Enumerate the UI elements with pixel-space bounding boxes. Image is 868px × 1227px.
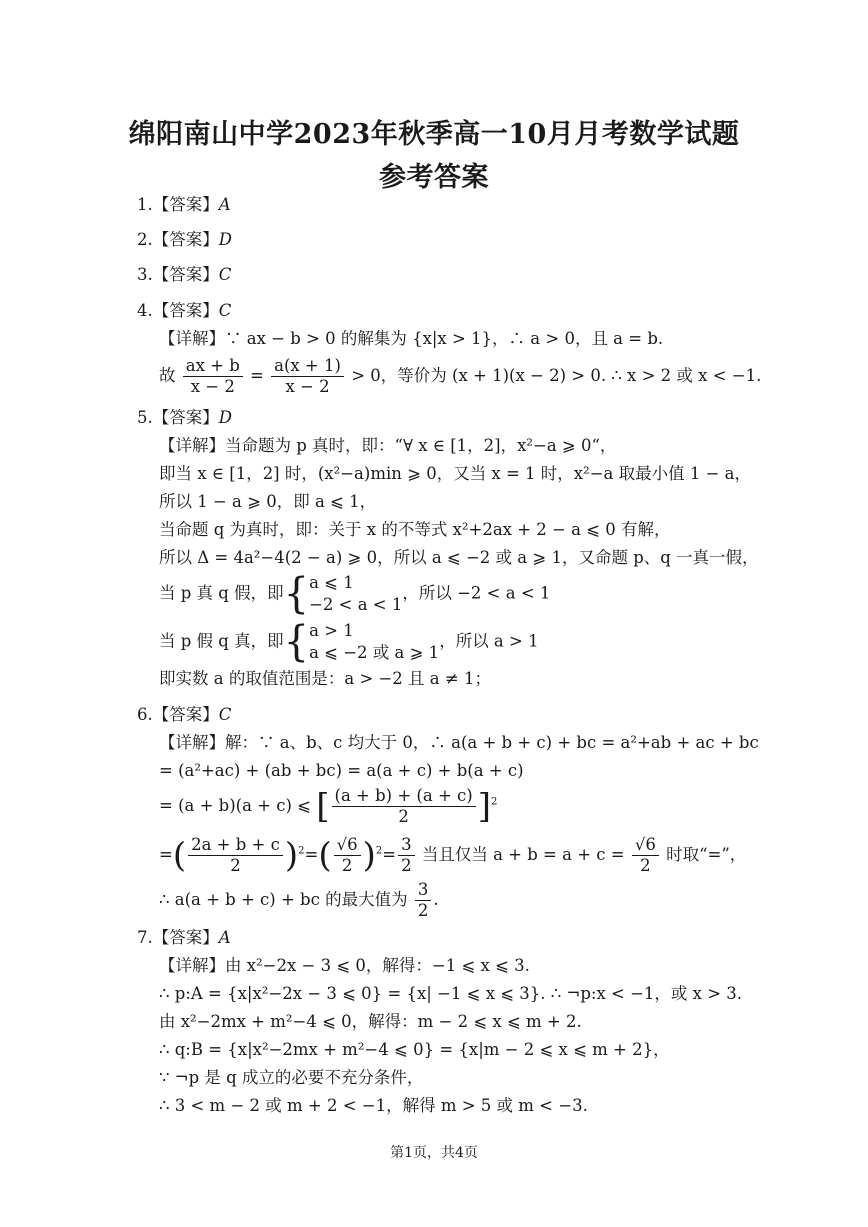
numerator: √6 [632, 835, 659, 856]
denominator: 2 [230, 856, 241, 875]
explain-label: 【详解】 [159, 329, 225, 348]
q6-explain-line-4: =( $\frac{2a + b + c}{2}$ )$^2$=( $\frac{√6}{2}$ )$^2$= $\frac{3}{2}$ 当且仅当 a + b = a + c = $\frac{√6}{2}$ 时取“=”， [159, 835, 747, 876]
answer-label: 1.【答案】 [137, 195, 219, 214]
answer-2 [137, 229, 232, 251]
explain-text: 时取“=”， [666, 845, 747, 864]
answer-label: 6.【答案】 [137, 705, 219, 724]
denominator: x − 2 [285, 377, 330, 396]
explain-text: > 0，等价为 (x + 1)(x − 2) > 0. ∴ x > 2 或 x < −1. [351, 366, 762, 385]
q5-explain-line-8: 即实数 a 的取值范围是：a > −2 且 a ≠ 1； [159, 669, 491, 688]
numerator: a(x + 1) [271, 356, 344, 377]
denominator: 2 [417, 901, 429, 920]
explain-text: 当 p 假 q 真，即 [159, 631, 284, 651]
answer-label: 5.【答案】 [137, 408, 219, 427]
bracket-symbol: ] [477, 786, 491, 827]
denominator: 2 [398, 807, 409, 826]
fraction [188, 835, 283, 876]
numerator: 3 [415, 880, 432, 901]
explain-label: 【详解】 [159, 436, 225, 455]
case-line: a ⩽ 1 [309, 573, 354, 592]
q5-explain-line-1 [159, 435, 616, 457]
q5-explain-line-4: 当命题 q 为真时，即：关于 x 的不等式 x²+2ax + 2 − a ⩽ 0 有解， [159, 520, 671, 539]
paren-symbol: ( [172, 835, 187, 876]
q5-explain-line-2: 即当 x ∈ [1，2] 时，(x²−a)min ⩾ 0，又当 x = 1 时，x²−a 取最小值 1 − a， [159, 464, 752, 483]
bracket-symbol: [ [316, 786, 330, 827]
explain-text: 故 [159, 366, 176, 385]
q6-explain-line-2: = (a²+ac) + (ab + bc) = a(a + c) + b(a + c) [159, 761, 524, 780]
answer-label: 2.【答案】 [137, 230, 219, 249]
q6-explain-line-1 [159, 732, 759, 754]
q7-explain-line-3: 由 x²−2mx + m²−4 ⩽ 0，解得：m − 2 ⩽ x ⩽ m + 2. [159, 1012, 582, 1031]
case-line: a > 1 [309, 621, 354, 640]
q7-explain-line-4: ∴ q:B = {x|x²−2mx + m²−4 ⩽ 0} = {x|m − 2 ⩽ x ⩽ m + 2}， [159, 1040, 670, 1059]
q5-explain-line-3: 所以 1 − a ⩾ 0，即 a ⩽ 1， [159, 492, 377, 511]
answer-3 [137, 264, 231, 286]
q4-explain-line-2: 故 $\frac{ax + b}{x - 2}$ = $\frac{a(x + 1)}{x - 2}$ > 0，等价为 (x + 1)(x − 2) > 0. ∴ x > 2 或 x < −1. [159, 356, 762, 396]
fraction [271, 356, 344, 397]
q7-explain-line-1 [159, 955, 530, 977]
answer-value: C [218, 301, 232, 320]
numerator: 2a + b + c [188, 835, 283, 856]
cases [309, 620, 439, 664]
denominator: 2 [401, 856, 412, 875]
answer-value: D [218, 408, 232, 427]
answer-value: C [218, 265, 232, 284]
q6-explain-line-5: ∴ a(a + b + c) + bc 的最大值为 $\frac{3}{2}$ . [159, 880, 439, 920]
explain-text: 当命题为 p 真时，即：“∀ x ∈ [1，2]，x²−a ⩾ 0“， [225, 436, 617, 455]
fraction [398, 835, 415, 876]
fraction [334, 835, 361, 876]
fraction [183, 356, 243, 397]
numerator: ax + b [183, 356, 243, 377]
fraction [332, 786, 476, 827]
paren-symbol: ) [362, 835, 376, 876]
explain-text: ，所以 a > 1 [439, 631, 539, 651]
fraction [415, 880, 432, 921]
denominator: 2 [341, 856, 353, 875]
paren-symbol: ( [318, 835, 332, 876]
case-line: −2 < a < 1 [309, 595, 403, 614]
denominator: x − 2 [190, 377, 235, 396]
q5-explain-line-6 [159, 569, 551, 619]
explain-text: 解：∵ a、b、c 均大于 0，∴ a(a + b + c) + bc = a²+ab + ac + bc [225, 733, 759, 752]
fraction [632, 835, 659, 876]
q5-explain-line-7 [159, 617, 539, 667]
case-line: a ⩽ −2 或 a ⩾ 1 [309, 643, 440, 662]
explain-text: ∵ ax − b > 0 的解集为 {x|x > 1}，∴ a > 0，且 a = b. [225, 329, 664, 348]
denominator: 2 [640, 856, 651, 875]
page-footer: 第1页，共4页 [390, 1145, 478, 1161]
numerator: 3 [398, 835, 415, 856]
explain-label: 【详解】 [159, 956, 225, 975]
answer-4 [137, 300, 231, 322]
answer-6 [137, 704, 231, 726]
answer-1 [137, 194, 231, 216]
numerator: (a + b) + (a + c) [332, 786, 476, 807]
answer-label: 4.【答案】 [137, 301, 219, 320]
q4-explain-line-1 [159, 328, 663, 350]
explain-text: 当且仅当 a + b = a + c = [421, 845, 625, 864]
explain-text: 由 x²−2x − 3 ⩽ 0，解得：−1 ⩽ x ⩽ 3. [225, 956, 530, 975]
answer-5 [137, 407, 232, 429]
answer-value: C [218, 705, 232, 724]
answer-7 [137, 927, 231, 949]
q5-explain-line-5: 所以 Δ = 4a²−4(2 − a) ⩾ 0，所以 a ⩽ −2 或 a ⩾ 1，又命题 p、q 一真一假， [159, 548, 759, 567]
cases [309, 572, 402, 616]
explain-text: ，所以 −2 < a < 1 [402, 583, 551, 603]
explain-text: = (a + b)(a + c) ⩽ [159, 796, 311, 815]
numerator: √6 [334, 835, 361, 856]
page-title: 绵阳南山中学2023年秋季高一10月月考数学试题 [128, 119, 740, 150]
explain-text: 当 p 真 q 假，即 [159, 583, 284, 603]
answer-value: A [218, 928, 231, 947]
answer-value: D [218, 230, 232, 249]
brace-symbol: { [283, 569, 310, 619]
q7-explain-line-2: ∴ p:A = {x|x²−2x − 3 ⩽ 0} = {x| −1 ⩽ x ⩽ 3}. ∴ ¬p:x < −1，或 x > 3. [159, 984, 743, 1003]
answer-label: 7.【答案】 [137, 928, 219, 947]
brace-symbol: { [283, 617, 310, 667]
paren-symbol: ) [284, 835, 299, 876]
q7-explain-line-5: ∵ ¬p 是 q 成立的必要不充分条件， [159, 1068, 424, 1087]
answer-label: 3.【答案】 [137, 265, 219, 284]
answer-value: A [218, 195, 231, 214]
q6-explain-line-3: = (a + b)(a + c) ⩽ [ $\frac{(a + b) + (a + c)}{2}$ ]$^2$ [159, 786, 498, 827]
explain-text: ∴ a(a + b + c) + bc 的最大值为 [159, 890, 408, 909]
q7-explain-line-6: ∴ 3 < m − 2 或 m + 2 < −1，解得 m > 5 或 m < −3. [159, 1096, 588, 1115]
explain-label: 【详解】 [159, 733, 225, 752]
page-subtitle: 参考答案 [379, 162, 489, 193]
